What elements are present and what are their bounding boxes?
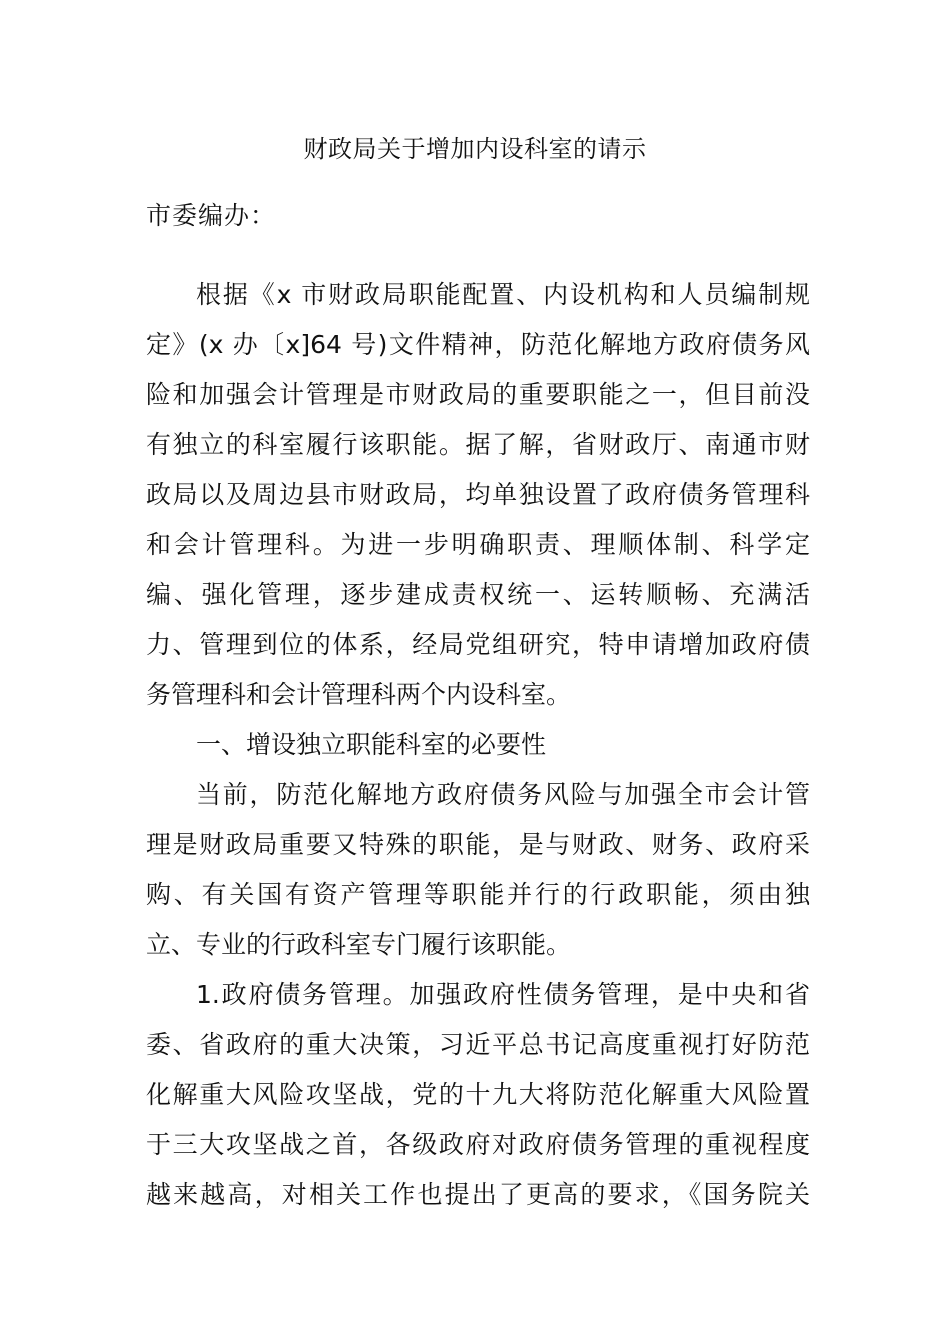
section-heading: 一、增设独立职能科室的必要性 [196, 730, 547, 759]
paragraph-line: 1.政府债务管理。加强政府性债务管理，是中央和省 [196, 980, 810, 1009]
paragraph-line: 越来越高，对相关工作也提出了更高的要求，《国务院关 [146, 1180, 810, 1209]
document-body [146, 270, 810, 1220]
paragraph-line: 务管理科和会计管理科两个内设科室。 [146, 680, 572, 709]
paragraph-line: 理是财政局重要又特殊的职能，是与财政、财务、政府采 [146, 830, 810, 859]
paragraph-line: 政局以及周边县市财政局，均单独设置了政府债务管理科 [146, 480, 810, 509]
paragraph-line: 根据《x 市财政局职能配置、内设机构和人员编制规 [196, 280, 810, 309]
paragraph-line: 有独立的科室履行该职能。据了解，省财政厅、南通市财 [146, 430, 810, 459]
paragraph-line: 和会计管理科。为进一步明确职责、理顺体制、科学定 [146, 530, 810, 559]
paragraph-line: 购、有关国有资产管理等职能并行的行政职能，须由独 [146, 880, 810, 909]
paragraph-line: 于三大攻坚战之首，各级政府对政府债务管理的重视程度 [146, 1130, 810, 1159]
paragraph-line: 力、管理到位的体系，经局党组研究，特申请增加政府债 [146, 630, 810, 659]
paragraph-line: 委、省政府的重大决策，习近平总书记高度重视打好防范 [146, 1030, 810, 1059]
paragraph-line: 编、强化管理，逐步建成责权统一、运转顺畅、充满活 [146, 580, 810, 609]
paragraph-line: 当前，防范化解地方政府债务风险与加强全市会计管 [196, 780, 810, 809]
salutation: 市委编办： [146, 201, 277, 230]
paragraph-line: 险和加强会计管理是市财政局的重要职能之一，但目前没 [146, 380, 810, 409]
paragraph-line: 定》(x 办〔x]64 号)文件精神，防范化解地方政府债务风 [146, 330, 810, 359]
document-title: 财政局关于增加内设科室的请示 [303, 135, 647, 163]
paragraph-line: 化解重大风险攻坚战，党的十九大将防范化解重大风险置 [146, 1080, 810, 1109]
paragraph-line: 立、专业的行政科室专门履行该职能。 [146, 930, 572, 959]
